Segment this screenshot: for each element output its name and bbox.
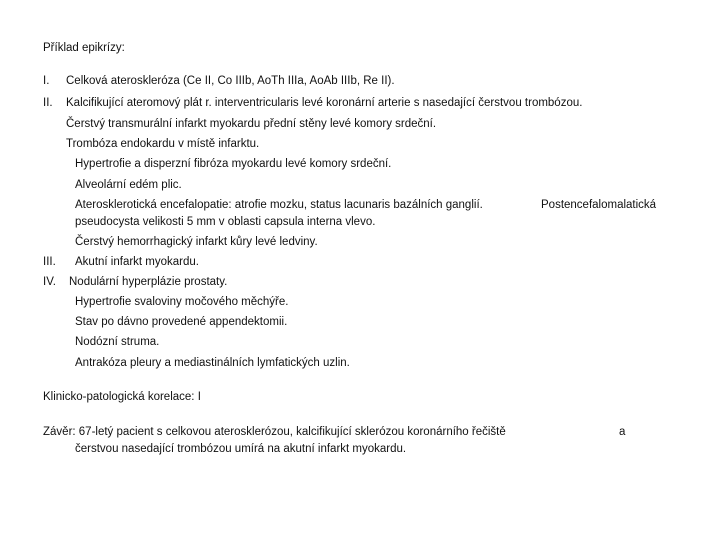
clinical-pathological-correlation: Klinicko-patologická korelace: I bbox=[43, 391, 201, 403]
section-numeral-1: I. bbox=[43, 75, 50, 87]
section-2-line-6: Aterosklerotická encefalopatie: atrofie mozku, status lacunaris bazálních ganglií. bbox=[75, 199, 483, 211]
section-4-line-1: Nodulární hyperplázie prostaty. bbox=[69, 276, 228, 288]
section-2-line-5: Alveolární edém plic. bbox=[75, 179, 182, 191]
section-numeral-4: IV. bbox=[43, 276, 57, 288]
document-heading: Příklad epikrízy: bbox=[43, 42, 125, 54]
section-4-line-4: Nodózní struma. bbox=[75, 336, 160, 348]
conclusion-trailing-word: a bbox=[619, 426, 626, 438]
section-2-line-1: Kalcifikující ateromový plát r. interventricularis levé koronární arterie s nasedající čerstvou trombózou. bbox=[66, 97, 583, 109]
section-3-line-1: Akutní infarkt myokardu. bbox=[75, 256, 199, 268]
section-2-line-2: Čerstvý transmurální infarkt myokardu přední stěny levé komory srdeční. bbox=[66, 118, 437, 130]
section-numeral-3: III. bbox=[43, 256, 56, 268]
conclusion-line-1: Závěr: 67-letý pacient s celkovou aterosklerózou, kalcifikující sklerózou koronárního řečiště bbox=[43, 426, 506, 438]
section-2-line-4: Hypertrofie a disperzní fibróza myokardu levé komory srdeční. bbox=[75, 158, 392, 170]
conclusion-line-2: čerstvou nasedající trombózou umírá na akutní infarkt myokardu. bbox=[75, 443, 407, 455]
section-2-line-8: Čerstvý hemorrhagický infarkt kůry levé ledviny. bbox=[75, 236, 318, 248]
section-4-line-3: Stav po dávno provedené appendektomii. bbox=[75, 316, 288, 328]
section-4-line-5: Antrakóza pleury a mediastinálních lymfatických uzlin. bbox=[75, 357, 350, 369]
section-numeral-2: II. bbox=[43, 97, 53, 109]
section-1-line-1: Celková ateroskleróza (Ce II, Co IIIb, AoTh IIIa, AoAb IIIb, Re II). bbox=[66, 75, 395, 87]
section-2-line-3: Trombóza endokardu v místě infarktu. bbox=[66, 138, 260, 150]
section-2-line-6b: Postencefalomalatická bbox=[541, 199, 657, 211]
section-2-line-7: pseudocysta velikosti 5 mm v oblasti capsula interna vlevo. bbox=[75, 216, 376, 228]
section-4-line-2: Hypertrofie svaloviny močového měchýře. bbox=[75, 296, 289, 308]
